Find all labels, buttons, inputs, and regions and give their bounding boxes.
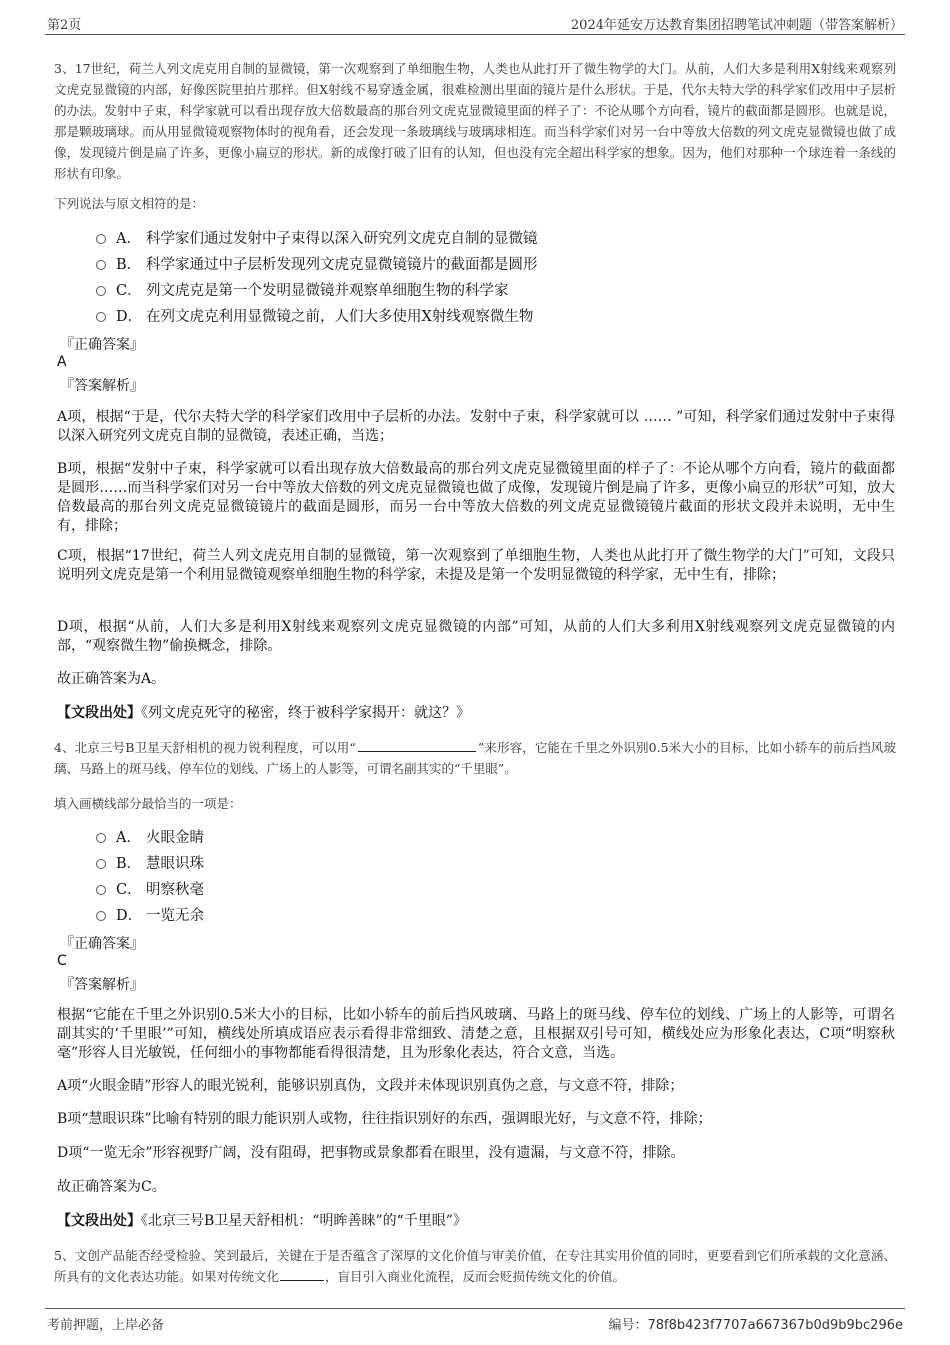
radio-icon[interactable]	[96, 833, 106, 843]
document-title: 2024年延安万达教育集团招聘笔试冲刺题（带答案解析）	[570, 18, 903, 33]
source-text: 《列文虎克死守的秘密，终于被科学家揭开：就这？》	[141, 705, 470, 721]
question-5-text-after: ，盲目引入商业化流程，反而会贬损传统文化的价值。	[325, 1269, 626, 1284]
page-footer	[45, 1308, 905, 1331]
radio-icon[interactable]	[96, 312, 106, 322]
option-a[interactable]	[96, 825, 796, 851]
source-label: 【文段出处】	[57, 705, 141, 721]
correct-answer-label: 『正确答案』	[60, 936, 144, 952]
source-label: 【文段出处】	[57, 1213, 141, 1229]
analysis-conclusion: 故正确答案为C。	[57, 1179, 166, 1195]
analysis-paragraph: 根据“它能在千里之外识别0.5米大小的目标，比如小轿车的前后挡风玻璃、马路上的斑马线、停车位的划线、广场上的人影等，可谓名副其实的‘千里眼’”可知，横线处所填成语应表示看得非常细致、清楚之意，且根据双引号可知，横线处应为形象化表达，C项“明察秋毫”形容人目光敏锐，任何细小的事物都能看得很清楚，且为形象化表达，符合文意，当选。	[57, 1007, 895, 1061]
analysis-paragraph: D项“一览无余”形容视野广阔，没有阻碍，把事物或景象都看在眼里，没有遗漏，与文意不符，排除。	[57, 1145, 685, 1161]
question-4-text-before: 4、北京三号B卫星天舒相机的视力锐利程度，可以用“	[54, 740, 356, 755]
option-text: 慧眼识珠	[146, 856, 204, 872]
option-letter: C．	[116, 283, 142, 299]
footer-slogan: 考前押题，上岸必备	[47, 1318, 165, 1333]
option-text: 明察秋毫	[146, 882, 204, 898]
option-text: 在列文虎克利用显微镜之前，人们大多使用X射线观察微生物	[146, 309, 534, 325]
option-letter: C．	[116, 882, 142, 898]
document-code	[608, 1314, 903, 1333]
page-header	[45, 12, 905, 35]
option-text: 列文虎克是第一个发明显微镜并观察单细胞生物的科学家	[146, 283, 509, 299]
radio-icon[interactable]	[96, 260, 106, 270]
analysis-conclusion: 故正确答案为A。	[57, 671, 166, 687]
analysis-paragraph: B项“慧眼识珠”比喻有特别的眼力能识别人或物，往往指识别好的东西，强调眼光好，与文意不符，排除；	[57, 1111, 712, 1127]
question-4-text-after: ”来形容，它能在千里之外识别0.5米大小的目标，比如小轿车的前后挡风玻璃、马路上的斑马线、停车位的划线、广场上的人影等，可谓名副其实的“千里眼”。	[54, 740, 896, 776]
fill-blank	[358, 739, 476, 752]
correct-answer: C	[57, 953, 67, 969]
analysis-label: 『答案解析』	[60, 378, 144, 394]
source-line	[57, 704, 895, 723]
radio-icon[interactable]	[96, 859, 106, 869]
question-4-options	[96, 825, 796, 929]
option-text: 科学家们通过发射中子束得以深入研究列文虎克自制的显微镜	[146, 231, 538, 247]
source-line	[57, 1212, 895, 1231]
question-5-text	[54, 1245, 896, 1287]
radio-icon[interactable]	[96, 286, 106, 296]
option-d[interactable]	[96, 903, 796, 929]
page-number: 第2页	[47, 18, 82, 33]
radio-icon[interactable]	[96, 234, 106, 244]
option-b[interactable]	[96, 252, 796, 278]
correct-answer: A	[57, 354, 67, 370]
option-text: 科学家通过中子层析发现列文虎克显微镜镜片的截面都是圆形	[146, 257, 538, 273]
option-c[interactable]	[96, 877, 796, 903]
question-5-text-before: 5、文创产品能否经受检验、笑到最后，关键在于是否蕴含了深厚的文化价值与审美价值，在专注其实用价值的同时，更要看到它们所承载的文化意涵、所具有的文化表达功能。如果对传统文化	[54, 1248, 896, 1284]
option-text: 火眼金睛	[146, 830, 204, 846]
option-letter: D．	[116, 309, 143, 325]
analysis-paragraph: B项，根据“发射中子束，科学家就可以看出现存放大倍数最高的那台列文虎克显微镜里面的样子了：不论从哪个方向看，镜片的截面都是圆形……而当科学家们对另一台中等放大倍数的列文虎克显微镜也做了成像，发现镜片倒是扁了许多，更像小扁豆的形状”可知，放大倍数最高的那台列文虎克显微镜镜片的截面是圆形，而另一台中等放大倍数的列文虎克显微镜镜片截面的形状文段并未说明，无中生有，排除；	[57, 461, 895, 534]
question-4-prompt: 填入画横线部分最恰当的一项是：	[54, 796, 242, 811]
option-c[interactable]	[96, 278, 796, 304]
option-a[interactable]	[96, 226, 796, 252]
question-4-text	[54, 737, 896, 779]
option-letter: D．	[116, 908, 143, 924]
fill-blank	[280, 1268, 324, 1281]
analysis-label: 『答案解析』	[60, 977, 144, 993]
analysis-paragraph: A项“火眼金睛”形容人的眼光锐利，能够识别真伪，文段并未体现识别真伪之意，与文意不符，排除；	[57, 1078, 684, 1094]
analysis-paragraph: D项，根据“从前，人们大多是利用X射线来观察列文虎克显微镜的内部”可知，从前的人们大多利用X射线观察列文虎克显微镜的内部，“观察微生物”偷换概念，排除。	[57, 619, 895, 654]
correct-answer-label: 『正确答案』	[60, 337, 144, 353]
radio-icon[interactable]	[96, 911, 106, 921]
analysis-paragraph: A项，根据“于是，代尔夫特大学的科学家们改用中子层析的办法。发射中子束，科学家就可以 …… ”可知，科学家们通过发射中子束得以深入研究列文虎克自制的显微镜，表述正确，当选；	[57, 409, 895, 444]
option-text: 一览无余	[146, 908, 204, 924]
code-value: 78f8b423f7707a667367b0d9b9bc296e	[647, 1318, 903, 1333]
option-letter: A．	[116, 231, 141, 247]
option-letter: B．	[116, 257, 142, 273]
option-letter: A．	[116, 830, 141, 846]
source-text: 《北京三号B卫星天舒相机：“明眸善睐”的“千里眼”》	[141, 1213, 467, 1229]
question-3-options	[96, 226, 796, 330]
option-d[interactable]	[96, 304, 796, 330]
question-3-text: 3、17世纪，荷兰人列文虎克用自制的显微镜，第一次观察到了单细胞生物，人类也从此打开了微生物学的大门。从前，人们大多是利用X射线来观察列文虎克显微镜的内部，好像医院里拍片那样。但X射线不易穿透金属，很难检测出里面的镜片是什么形状。于是，代尔夫特大学的科学家们改用中子层析的办法。发射中子束，科学家就可以看出现存放大倍数最高的那台列文虎克显微镜里面的样子了：不论从哪个方向看，镜片的截面都是圆形。也就是说，那是颗玻璃球。而从用显微镜观察物体时的视角看，还会发现一条玻璃线与玻璃球相连。而当科学家们对另一台中等放大倍数的列文虎克显微镜也做了成像，发现镜片倒是扁了许多，更像小扁豆的形状。新的成像打破了旧有的认知，但也没有完全超出科学家的想象。因为，他们对那种一个球连着一条线的形状有印象。	[54, 61, 896, 181]
code-label: 编号：	[608, 1318, 648, 1333]
analysis-paragraph: C项，根据“17世纪，荷兰人列文虎克用自制的显微镜，第一次观察到了单细胞生物，人类也从此打开了微生物学的大门”可知，文段只说明列文虎克是第一个利用显微镜观察单细胞生物的科学家，未提及是第一个发明显微镜的科学家，无中生有，排除；	[57, 548, 895, 583]
option-b[interactable]	[96, 851, 796, 877]
radio-icon[interactable]	[96, 885, 106, 895]
question-3-prompt: 下列说法与原文相符的是：	[54, 196, 205, 211]
option-letter: B．	[116, 856, 142, 872]
